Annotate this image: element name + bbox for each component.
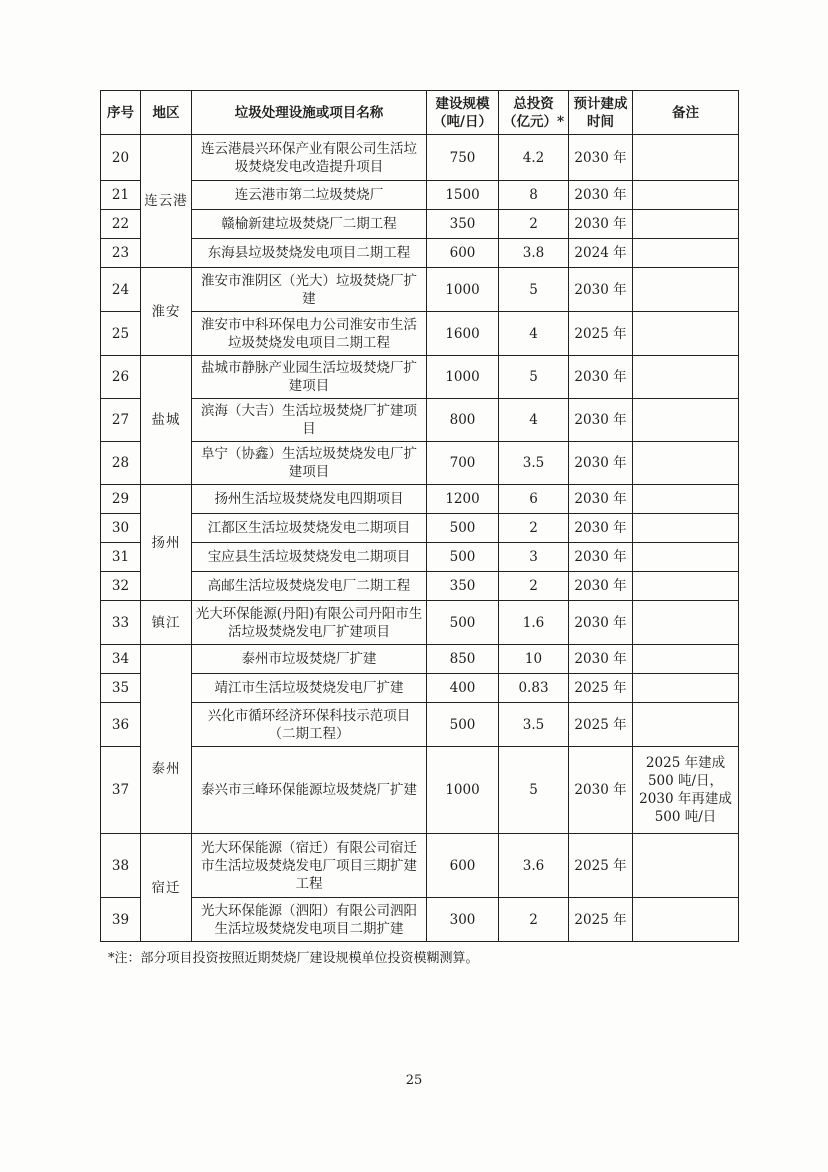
table-row [101,898,739,942]
seq-cell: 39 [101,898,141,942]
scale-cell: 350 [427,572,499,601]
note-cell [633,674,739,703]
note-cell [633,834,739,898]
note-cell [633,898,739,942]
note-cell [633,135,739,181]
table-row [101,572,739,601]
project-name-cell: 赣榆新建垃圾焚烧厂二期工程 [192,210,427,239]
invest-cell: 2 [499,514,569,543]
project-name-cell: 宝应县生活垃圾焚烧发电二期项目 [192,543,427,572]
note-cell [633,645,739,674]
scale-cell: 1600 [427,312,499,356]
note-cell [633,312,739,356]
region-cell: 泰州 [141,645,192,834]
project-name-cell: 东海县垃圾焚烧发电项目二期工程 [192,239,427,268]
invest-cell: 4 [499,399,569,442]
table-row [101,601,739,645]
note-cell [633,442,739,485]
project-name-cell: 阜宁（协鑫）生活垃圾焚烧发电厂扩建项目 [192,442,427,485]
scale-cell: 500 [427,601,499,645]
project-name-cell: 泰州市垃圾焚烧厂扩建 [192,645,427,674]
scale-cell: 600 [427,834,499,898]
invest-cell: 6 [499,485,569,514]
seq-cell: 36 [101,703,141,747]
seq-cell: 28 [101,442,141,485]
scale-cell: 1500 [427,181,499,210]
scale-cell: 750 [427,135,499,181]
year-cell: 2025 年 [569,703,633,747]
year-cell: 2030 年 [569,268,633,312]
region-cell: 淮安 [141,268,192,356]
scale-cell: 500 [427,703,499,747]
seq-cell: 32 [101,572,141,601]
invest-cell: 2 [499,572,569,601]
seq-cell: 34 [101,645,141,674]
year-cell: 2030 年 [569,645,633,674]
table-row [101,485,739,514]
year-cell: 2030 年 [569,514,633,543]
page-number: 25 [405,1073,423,1088]
seq-cell: 23 [101,239,141,268]
seq-cell: 37 [101,747,141,834]
year-cell: 2030 年 [569,356,633,399]
table-row [101,674,739,703]
invest-cell: 3 [499,543,569,572]
table-row [101,834,739,898]
table-row [101,239,739,268]
header-scale: 建设规模（吨/日） [427,91,499,135]
scale-cell: 1000 [427,747,499,834]
table-row [101,645,739,674]
region-cell: 扬州 [141,485,192,601]
table-row [101,703,739,747]
region-cell: 镇江 [141,601,192,645]
region-cell: 盐城 [141,356,192,485]
header-row [101,91,739,135]
invest-cell: 5 [499,268,569,312]
year-cell: 2030 年 [569,181,633,210]
year-cell: 2030 年 [569,601,633,645]
table-row [101,312,739,356]
project-name-cell: 高邮生活垃圾焚烧发电厂二期工程 [192,572,427,601]
year-cell: 2030 年 [569,442,633,485]
invest-cell: 3.5 [499,442,569,485]
project-name-cell: 靖江市生活垃圾焚烧发电厂扩建 [192,674,427,703]
year-cell: 2030 年 [569,543,633,572]
seq-cell: 29 [101,485,141,514]
table-row [101,181,739,210]
note-cell [633,356,739,399]
scale-cell: 1000 [427,268,499,312]
invest-cell: 2 [499,210,569,239]
year-cell: 2025 年 [569,898,633,942]
region-cell: 宿迁 [141,834,192,942]
scale-cell: 850 [427,645,499,674]
project-name-cell: 滨海（大吉）生活垃圾焚烧厂扩建项目 [192,399,427,442]
seq-cell: 22 [101,210,141,239]
table-row [101,442,739,485]
year-cell: 2025 年 [569,834,633,898]
investment-table [100,90,739,942]
project-name-cell: 江都区生活垃圾焚烧发电二期项目 [192,514,427,543]
project-name-cell: 淮安市中科环保电力公司淮安市生活垃圾焚烧发电项目二期工程 [192,312,427,356]
project-name-cell: 连云港晨兴环保产业有限公司生活垃圾焚烧发电改造提升项目 [192,135,427,181]
seq-cell: 38 [101,834,141,898]
scale-cell: 700 [427,442,499,485]
year-cell: 2024 年 [569,239,633,268]
scale-cell: 1200 [427,485,499,514]
seq-cell: 25 [101,312,141,356]
invest-cell: 1.6 [499,601,569,645]
note-cell [633,601,739,645]
seq-cell: 26 [101,356,141,399]
table-row [101,135,739,181]
table-row [101,399,739,442]
seq-cell: 31 [101,543,141,572]
project-name-cell: 泰兴市三峰环保能源垃圾焚烧厂扩建 [192,747,427,834]
project-name-cell: 淮安市淮阴区（光大）垃圾焚烧厂扩建 [192,268,427,312]
scale-cell: 800 [427,399,499,442]
project-name-cell: 光大环保能源（泗阳）有限公司泗阳生活垃圾焚烧发电项目二期扩建 [192,898,427,942]
note-cell [633,485,739,514]
invest-cell: 3.5 [499,703,569,747]
note-cell [633,181,739,210]
scale-cell: 400 [427,674,499,703]
header-year: 预计建成时间 [569,91,633,135]
table-row [101,268,739,312]
year-cell: 2030 年 [569,399,633,442]
note-cell [633,210,739,239]
note-cell [633,268,739,312]
note-cell: 2025 年建成 500 吨/日，2030 年再建成 500 吨/日 [633,747,739,834]
year-cell: 2030 年 [569,572,633,601]
scale-cell: 600 [427,239,499,268]
table-row [101,747,739,834]
invest-cell: 8 [499,181,569,210]
invest-cell: 5 [499,747,569,834]
scale-cell: 300 [427,898,499,942]
seq-cell: 20 [101,135,141,181]
invest-cell: 4 [499,312,569,356]
scale-cell: 500 [427,514,499,543]
header-invest: 总投资（亿元）* [499,91,569,135]
project-name-cell: 兴化市循环经济环保科技示范项目（二期工程） [192,703,427,747]
table-row [101,514,739,543]
year-cell: 2025 年 [569,312,633,356]
scale-cell: 350 [427,210,499,239]
table-row [101,356,739,399]
footnote: *注：部分项目投资按照近期焚烧厂建设规模单位投资模糊测算。 [108,951,479,966]
region-cell: 连云港 [141,135,192,268]
note-cell [633,572,739,601]
header-name: 垃圾处理设施或项目名称 [192,91,427,135]
year-cell: 2030 年 [569,747,633,834]
year-cell: 2030 年 [569,210,633,239]
seq-cell: 35 [101,674,141,703]
seq-cell: 21 [101,181,141,210]
invest-cell: 10 [499,645,569,674]
seq-cell: 33 [101,601,141,645]
header-seq: 序号 [101,91,141,135]
note-cell [633,399,739,442]
table-row [101,210,739,239]
note-cell [633,514,739,543]
project-name-cell: 连云港市第二垃圾焚烧厂 [192,181,427,210]
scale-cell: 500 [427,543,499,572]
seq-cell: 30 [101,514,141,543]
seq-cell: 27 [101,399,141,442]
invest-cell: 4.2 [499,135,569,181]
scale-cell: 1000 [427,356,499,399]
invest-cell: 2 [499,898,569,942]
project-name-cell: 盐城市静脉产业园生活垃圾焚烧厂扩建项目 [192,356,427,399]
year-cell: 2030 年 [569,485,633,514]
year-cell: 2025 年 [569,674,633,703]
note-cell [633,239,739,268]
seq-cell: 24 [101,268,141,312]
project-name-cell: 扬州生活垃圾焚烧发电四期项目 [192,485,427,514]
year-cell: 2030 年 [569,135,633,181]
invest-cell: 0.83 [499,674,569,703]
invest-cell: 5 [499,356,569,399]
table-row [101,543,739,572]
header-note: 备注 [633,91,739,135]
project-name-cell: 光大环保能源（宿迁）有限公司宿迁市生活垃圾焚烧发电厂项目三期扩建工程 [192,834,427,898]
note-cell [633,703,739,747]
header-region: 地区 [141,91,192,135]
project-name-cell: 光大环保能源(丹阳)有限公司丹阳市生活垃圾焚烧发电厂扩建项目 [192,601,427,645]
note-cell [633,543,739,572]
invest-cell: 3.6 [499,834,569,898]
invest-cell: 3.8 [499,239,569,268]
